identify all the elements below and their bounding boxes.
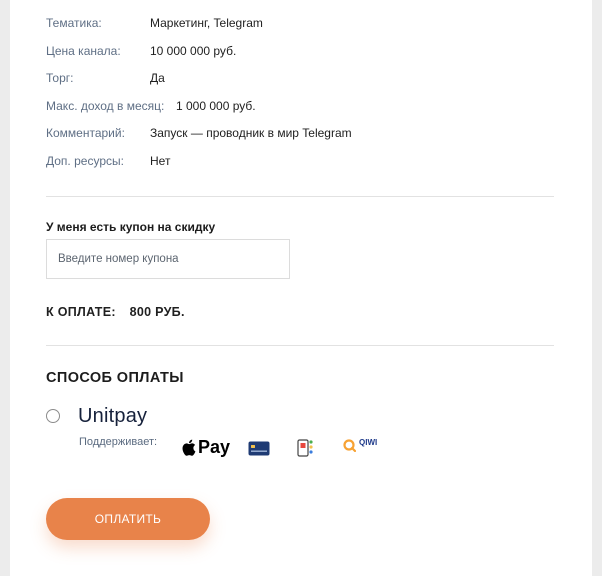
total-to-pay (46, 305, 185, 319)
detail-row-price (46, 38, 566, 66)
detail-label: Тематика: (46, 16, 102, 30)
pay-button[interactable]: ОПЛАТИТЬ (46, 498, 210, 540)
apple-logo-icon (182, 439, 196, 456)
total-amount: 800 РУБ. (129, 305, 185, 319)
divider (46, 196, 554, 197)
divider (46, 345, 554, 346)
detail-label: Комментарий: (46, 126, 125, 141)
coupon-input[interactable] (46, 239, 290, 279)
detail-value: 1 000 000 руб. (176, 98, 256, 113)
order-card (10, 0, 592, 576)
detail-value: Запуск — проводник в мир Telegram (150, 126, 352, 141)
detail-row-comment (46, 120, 566, 148)
detail-row-max-income (46, 93, 566, 121)
qiwi-wordmark (359, 439, 377, 452)
qiwi-text: QIWI (359, 438, 378, 447)
qiwi-circle-icon (343, 439, 356, 452)
total-label: К ОПЛАТЕ: (46, 305, 116, 319)
qiwi-icon (343, 439, 377, 452)
coupon-label: У меня есть купон на скидку (46, 220, 216, 234)
detail-label: Торг: (46, 71, 74, 86)
channel-details (46, 10, 566, 176)
detail-row-bargain (46, 65, 566, 93)
detail-label: Цена канала: (46, 43, 121, 58)
payment-method-title: СПОСОБ ОПЛАТЫ (46, 370, 184, 386)
detail-label: Макс. доход в месяц: (46, 98, 165, 113)
supports-label: Поддерживает: (79, 436, 158, 448)
detail-row-topic (46, 10, 566, 38)
unitpay-logo[interactable]: Unitpay (78, 405, 148, 427)
detail-value: Маркетинг, Telegram (150, 16, 263, 30)
detail-label: Доп. ресурсы: (46, 153, 124, 168)
mobile-payment-icon (296, 437, 318, 459)
detail-value: 10 000 000 руб. (150, 43, 237, 58)
unitpay-radio[interactable] (46, 409, 60, 423)
detail-value: Да (150, 71, 165, 86)
apple-pay-text: Pay (198, 437, 231, 457)
detail-value: Нет (150, 153, 171, 168)
apple-pay-icon (182, 437, 230, 458)
qiwi-subtext (359, 447, 377, 452)
bank-card-icon (248, 441, 270, 456)
detail-row-extra-resources (46, 148, 566, 176)
